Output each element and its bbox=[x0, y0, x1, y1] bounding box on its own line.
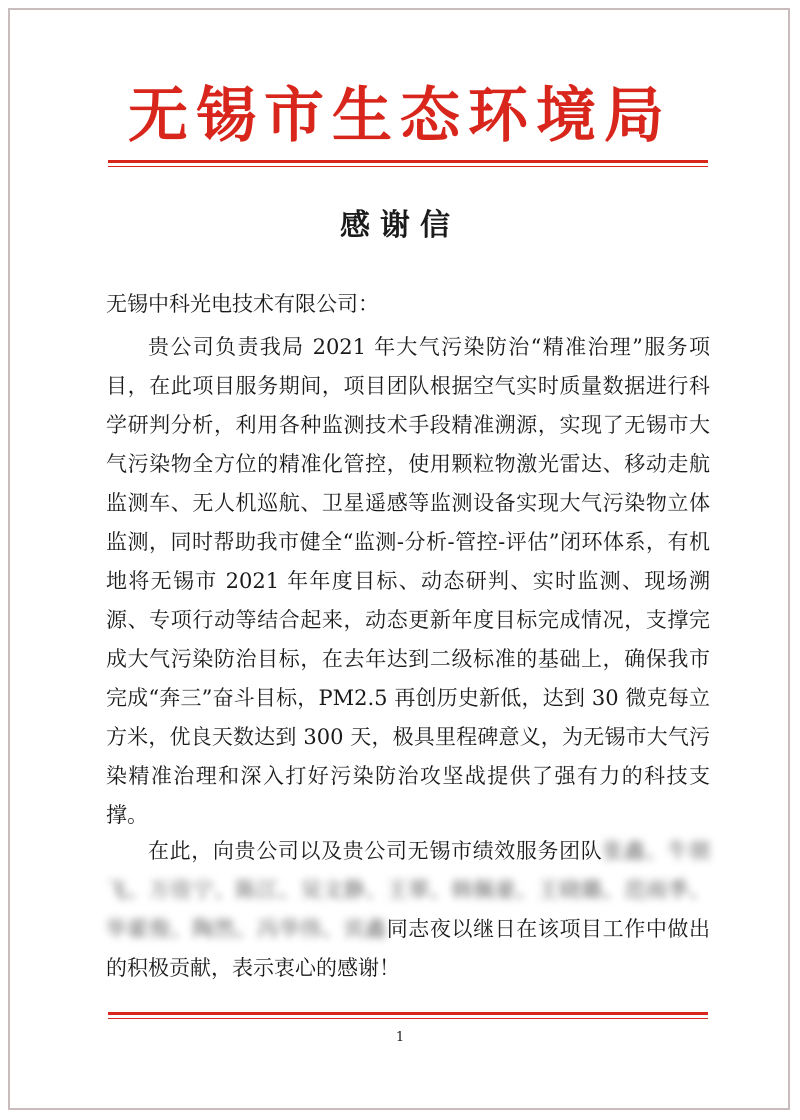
paragraph-2-opening: 在此，向贵公司以及贵公司无锡市绩效服务团队 bbox=[148, 839, 603, 863]
salutation: 无锡中科光电技术有限公司： bbox=[106, 292, 379, 316]
letterhead-rule-thick bbox=[108, 160, 708, 163]
letterhead-title: 无锡市生态环境局 bbox=[128, 81, 672, 151]
footer-rule-thick bbox=[108, 1012, 708, 1015]
redacted-team-names: 张鑫、牛朋飞、万佳宁、陈江、吴文静、王翠、韩佩豪、王晓璐、范雨季、毕霍俊、陶然、冯华伟、宾鑫 bbox=[106, 839, 711, 941]
page-number: 1 bbox=[395, 1030, 405, 1045]
letter-paragraph-1: 贵公司负责我局 2021 年大气污染防治“精准治理”服务项目，在此项目服务期间，项目团队根据空气实时质量数据进行科学研判分析，利用各种监测技术手段精准溯源，实现了无锡市大气污染物全方位的精准化管控，使用颗粒物激光雷达、移动走航监测车、无人机巡航、卫星遥感等监测设备实现大气污染物立体监测，同时帮助我市健全“监测-分析-管控-评估”闭环体系，有机地将无锡市 2021 年年度目标、动态研判、实时监测、现场溯源、专项行动等结合起来，动态更新年度目标完成情况，支撑完成大气污染防治目标，在去年达到二级标准的基础上，确保我市完成“奔三”奋斗目标，PM2.5 再创历史新低，达到 30 微克每立方米，优良天数达到 300 天，极具里程碑意义，为无锡市大气污染精准治理和深入打好污染防治攻坚战提供了强有力的科技支撑。 bbox=[106, 335, 710, 827]
paragraph-2-closing: 同志夜以继日在该项目工作中做出的积极贡献，表示衷心的感谢！ bbox=[106, 917, 710, 980]
letterhead-rule-thin bbox=[108, 166, 708, 167]
letter-title: 感谢信 bbox=[340, 208, 460, 243]
footer-rule-thin bbox=[108, 1018, 708, 1019]
letter-paragraph-2 bbox=[106, 832, 710, 988]
